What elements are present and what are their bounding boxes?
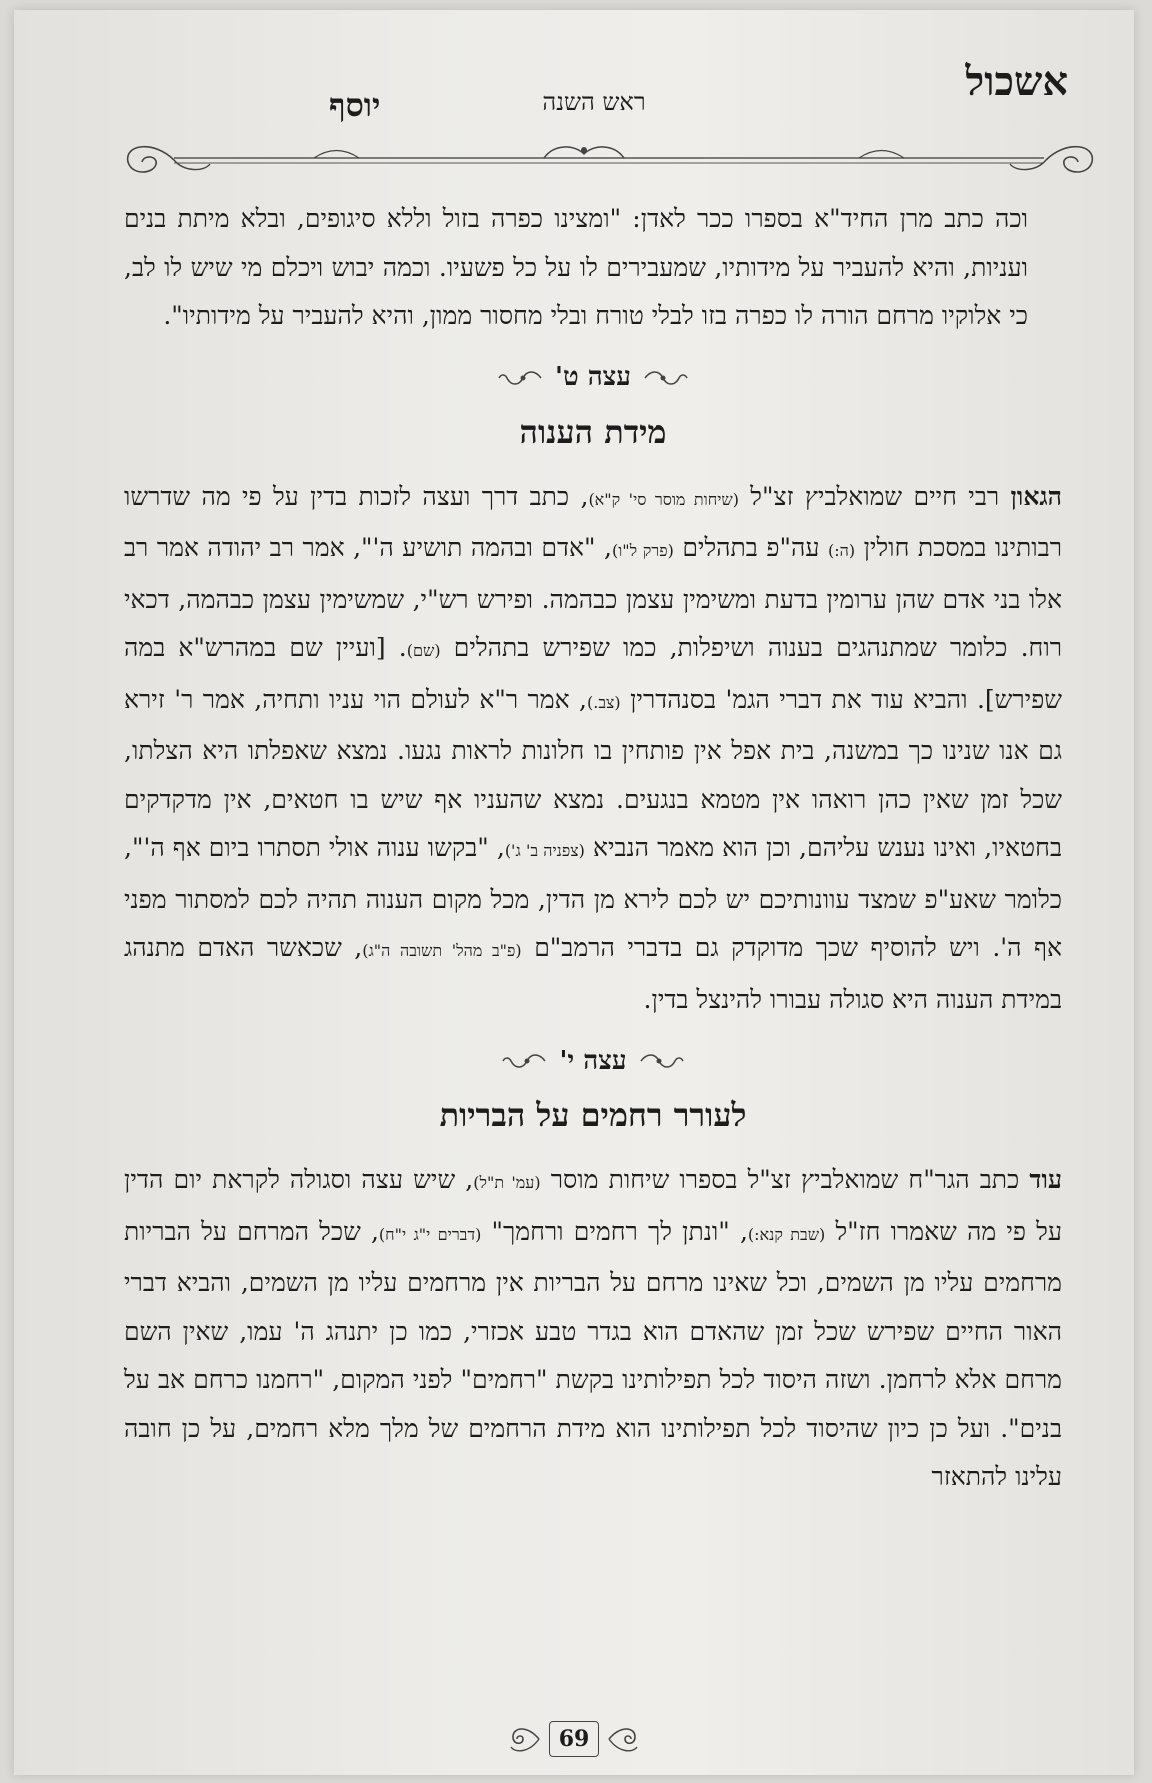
section-9-mark <box>124 355 1062 401</box>
source-citation: (שבת קנא:) <box>747 1224 826 1244</box>
flourish-left-icon <box>497 368 543 388</box>
text-run: , "אדם ובהמה תושיע ה'", אמר רב יהודה אמר רב אלו בני אדם שהן ערומין בדעת ומשימין עצמן כבהמה. ופירש רש"י, שמשימין עצמן כבהמה, דכאי רוח. כלומר שמתנהגים בענוה ושיפלות, כמו שפירש בתהלים <box>124 533 1062 662</box>
section-9-paragraph <box>124 473 1062 1025</box>
page-number: 69 <box>549 1721 599 1757</box>
section-10-label: עצה י' <box>559 1045 627 1076</box>
source-citation: (שם) <box>406 641 441 660</box>
section-10-lead-word: עוד <box>1029 1165 1062 1194</box>
page-flourish-icon <box>507 1721 541 1757</box>
section-9-title: מידת הענוה <box>519 412 667 451</box>
opening-paragraph: וכה כתב מרן החיד"א בספרו ככר לאדן: "ומצינו כפרה בזול וללא סיגופים, ובלא מיתת בנים ועניות, והיא להעביר על מידותיו, שמעבירים לו על כל פשעיו. וכמה יבוש ויכלם מי שיש לו לב, כי אלוקיו מרחם הורה לו כפרה בזו לבלי טורח ובלי מחסור ממון, והיא להעביר על מידותיו". <box>124 204 1028 330</box>
text-run: , שכאשר האדם מתנהג במידת הענוה היא סגולה עבורו להינצל בדין. <box>124 933 1062 1014</box>
source-citation: (ה:) <box>827 541 856 560</box>
flourish-left-icon <box>501 1051 547 1071</box>
text-run: , אמר ר"א לעולם הוי עניו ותחיה, אמר ר' זירא גם אנו שנינו כך במשנה, בית אפל אין פותחין בו חלונות לראות נגעו. נמצא שאפלתו היא הצלתו, שכל זמן שאין כהן רואהו אין מטמא בנגעים. נמצא שהעניו אף שיש בו חטאים, אין מדקדקים בחטאיו, ואינו נענש עליהם, וכן הוא מאמר הנביא <box>124 684 1062 862</box>
text-run: עה"פ בתהלים <box>673 533 828 562</box>
text-run: כתב הגר"ח שמואלביץ זצ"ל בספרו שיחות מוסר <box>540 1165 1030 1194</box>
flourish-right-icon <box>639 1051 685 1071</box>
source-citation: (צפניה ב' ג') <box>504 841 585 860</box>
page-flourish-icon <box>607 1721 641 1757</box>
source-citation: (פ"ב מהל' תשובה ה"ג) <box>362 941 522 960</box>
source-citation: (עמ' ת"ל) <box>473 1173 541 1192</box>
text-run: , שכל המרחם על הבריות מרחמים עליו מן השמים, וכל שאינו מרחם על הבריות אין מרחמים עליו מן השמים, והביא דברי האור החיים שפירש שכל זמן שהאדם הוא בגדר טבע אכזרי, כמו כן יתנהג ה' עמו, שאין השם מרחם אלא לרחמן. ושזה היסוד לכל תפילותינו בקשת "רחמים" לפני המקום, "רחמנו כרחם אב על בנים". ועל כן כיון שהיסוד לכל תפילותינו הוא מידת הרחמים של מלך מלא רחמים, על כן חובה עלינו להתאזר <box>124 1216 1062 1491</box>
section-9-label: עצה ט' <box>555 362 632 393</box>
section-9-lead-word: הגאון <box>1010 481 1062 511</box>
section-name: ראש השנה <box>542 88 646 116</box>
source-citation: (דברים י"ג י"ח) <box>378 1224 482 1244</box>
text-run: , שיש עצה וסגולה לקראת יום הדין על פי מה שאמרו חז"ל <box>124 1165 1063 1246</box>
book-title: אשכול <box>965 58 1068 105</box>
section-10-mark <box>124 1038 1062 1084</box>
text-run: , כתב דרך ועצה לזכות בדין על פי מה שדרשו רבותינו במסכת חולין <box>124 481 1062 562</box>
author-name: יוסף <box>329 86 381 124</box>
page-number-footer <box>14 1721 1134 1757</box>
text-run: , "בקשו ענוה אולי תסתרו ביום אף ה'", כלומר שאע"פ שמצד עוונותיכם יש לכם לירא מן הדין, מכל מקום הענוה תהיה לכם למסתור מפני אף ה'. ויש להוסיף שכך מדוקדק גם בדברי הרמב"ם <box>124 833 1063 962</box>
section-10-title: לעורר רחמים על הבריות <box>439 1096 747 1134</box>
source-citation: (פרק ל"ו) <box>611 541 674 560</box>
flourish-right-icon <box>643 368 689 388</box>
book-page <box>14 10 1134 1775</box>
running-header <box>114 50 1074 170</box>
page-body <box>124 195 1062 1502</box>
text-run: , "ונתן לך רחמים ורחמך" <box>481 1216 748 1246</box>
source-citation: (צב.) <box>586 692 621 712</box>
section-10-paragraph <box>124 1156 1062 1502</box>
text-run: רבי חיים שמואלביץ זצ"ל <box>738 481 1011 511</box>
text-run: . [ועיין שם במהרש"א במה שפירש]. והביא עוד את דברי הגמ' בסנהדרין <box>124 633 1062 714</box>
header-ornament <box>114 136 1106 186</box>
source-citation: (שיחות מוסר סי' ק"א) <box>588 489 739 509</box>
